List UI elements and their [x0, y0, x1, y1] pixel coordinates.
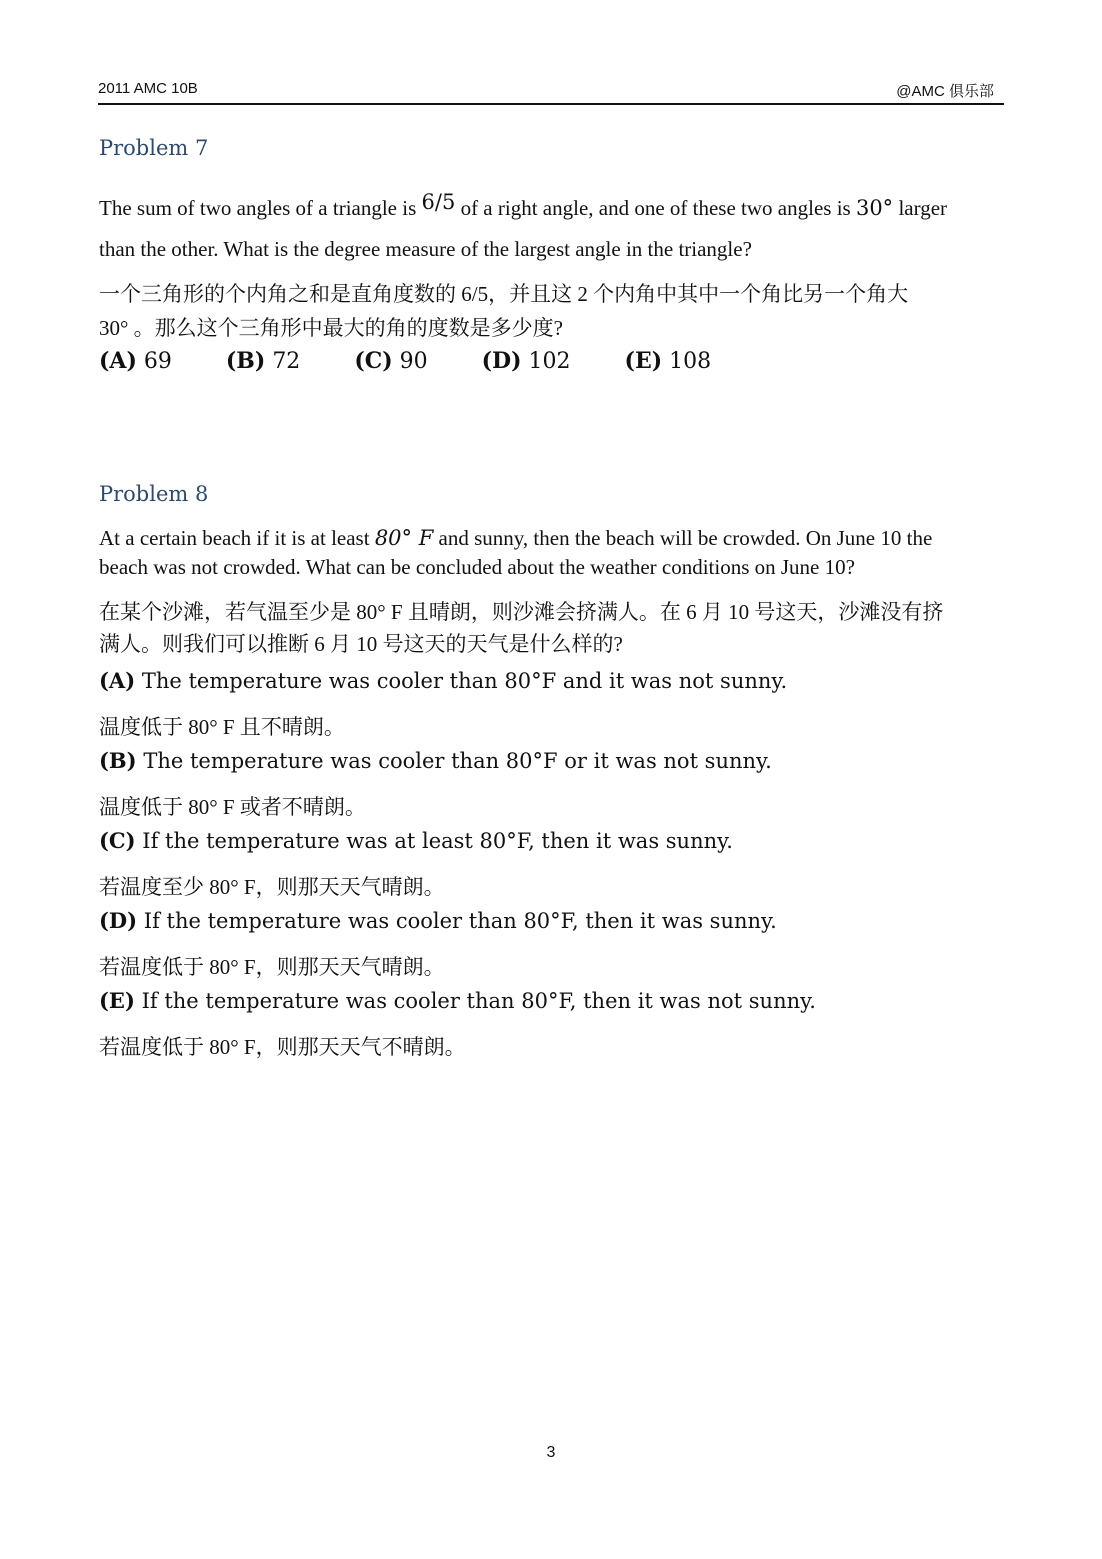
problem-8-text-part-b: and sunny, then the beach will be crowded. On June 10 the: [433, 526, 933, 550]
problem-7-chinese-line-1: 一个三角形的个内角之和是直角度数的 6/5，并且这 2 个内角中其中一个角比另一个角大: [99, 282, 909, 306]
option-d: (D) If the temperature was cooler than 80°F, then it was sunny.: [99, 908, 777, 933]
option-c-chinese: 若温度至少 80° F，则那天天气晴朗。: [99, 875, 445, 899]
problem-8-english-line-2: beach was not crowded. What can be concluded about the weather conditions on June 10?: [99, 555, 855, 579]
problem-7-english-line-1: [99, 190, 948, 221]
problem-7-title: Problem 7: [99, 136, 209, 160]
choice-e: (E) 108: [624, 348, 712, 374]
page-number: 3: [546, 1444, 556, 1461]
problem-7-fraction: 6/5: [421, 190, 456, 214]
header-left-text: 2011 AMC 10B: [98, 80, 198, 97]
choice-b: (B) 72: [225, 348, 301, 374]
page-header: [98, 78, 1004, 105]
problem-7-chinese-line-2: 30° 。那么这个三角形中最大的角的度数是多少度?: [99, 316, 563, 340]
choice-c: (C) 90: [354, 348, 428, 374]
problem-7-choices: [99, 348, 758, 374]
problem-7-text-part-b: of a right angle, and one of these two angles is: [455, 196, 856, 220]
problem-7-text-part-c: larger: [893, 196, 948, 220]
problem-8-chinese-line-1: 在某个沙滩，若气温至少是 80° F 且晴朗，则沙滩会挤满人。在 6 月 10 号这天，沙滩没有挤: [99, 600, 944, 624]
problem-7-english-line-2: than the other. What is the degree measure of the largest angle in the triangle?: [99, 237, 752, 261]
problem-8-english-line-1: [99, 526, 932, 551]
option-a-chinese: 温度低于 80° F 且不晴朗。: [99, 715, 345, 739]
choice-d: (D) 102: [481, 348, 571, 374]
option-a: (A) The temperature was cooler than 80°F and it was not sunny.: [99, 668, 788, 693]
problem-8-text-part-a: At a certain beach if it is at least: [99, 526, 375, 550]
problem-7-text-part-a: The sum of two angles of a triangle is: [99, 196, 422, 220]
problem-8-title: Problem 8: [99, 482, 209, 506]
option-c: (C) If the temperature was at least 80°F, then it was sunny.: [99, 828, 733, 853]
problem-8-chinese-line-2: 满人。则我们可以推断 6 月 10 号这天的天气是什么样的?: [99, 632, 623, 656]
problem-7-degree: 30°: [855, 196, 894, 220]
header-right-text: @AMC 俱乐部: [896, 83, 994, 100]
option-b: (B) The temperature was cooler than 80°F or it was not sunny.: [99, 748, 772, 773]
problem-8-temperature: 80° F: [374, 526, 434, 550]
option-b-chinese: 温度低于 80° F 或者不晴朗。: [99, 795, 366, 819]
option-e-chinese: 若温度低于 80° F，则那天天气不晴朗。: [99, 1035, 466, 1059]
option-e: (E) If the temperature was cooler than 80°F, then it was not sunny.: [99, 988, 816, 1013]
option-d-chinese: 若温度低于 80° F，则那天天气晴朗。: [99, 955, 445, 979]
choice-a: (A) 69: [99, 348, 172, 374]
